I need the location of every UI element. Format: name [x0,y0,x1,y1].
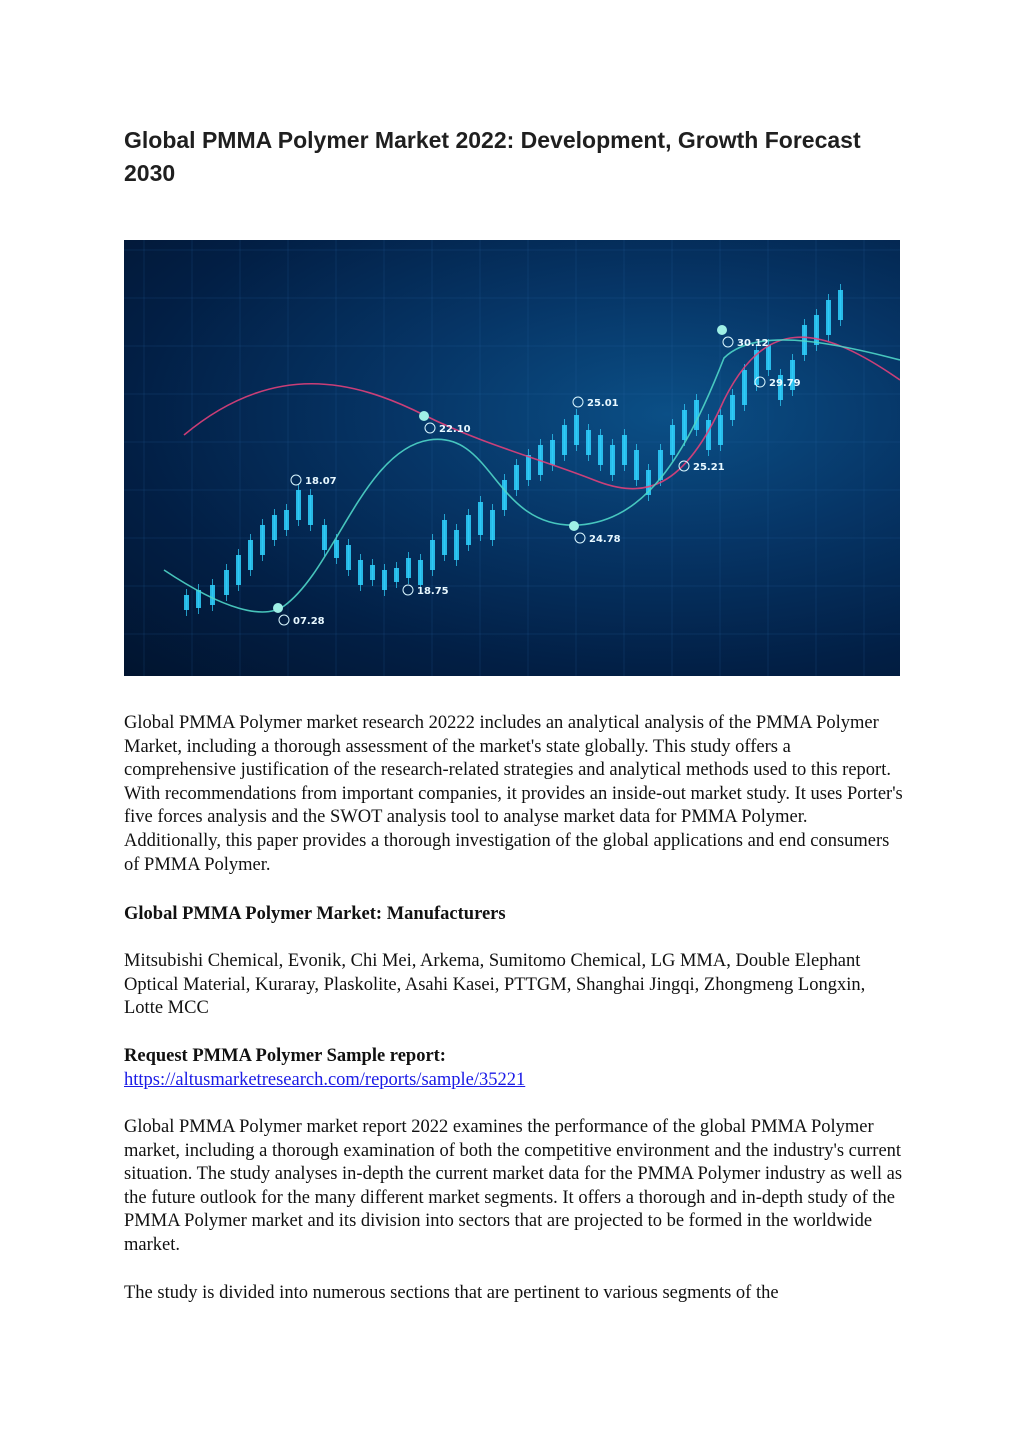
badge-arrow-icon [425,423,435,433]
hero-graphic [124,240,900,676]
badge-value: 22.10 [439,424,471,435]
curve-point [419,411,429,421]
sample-request-heading: Request PMMA Polymer Sample report: [124,1046,446,1066]
curve-point [569,521,579,531]
hero-value-badges [273,325,801,627]
sample-request-block [124,1045,904,1092]
badge-value: 25.21 [693,462,725,473]
badge-value: 25.01 [587,398,619,409]
manufacturers-list: Mitsubishi Chemical, Evonik, Chi Mei, Arkema, Sumitomo Chemical, LG MMA, Double Elephant Optical Material, Kuraray, Plaskolite, Asahi Kasei, PTTGM, Shanghai Jingqi, Zhongmeng Longxin, Lotte MCC [124,951,866,1019]
badge-value: 24.78 [589,534,621,545]
hero-grid [124,240,900,676]
report-paragraph: Global PMMA Polymer market report 2022 examines the performance of the global PMMA Polymer market, including a thorough examination of both the competitive environment and the industry's current situation. The study analyses in-depth the current market data for the PMMA Polymer industry as well as the future outlook for the many different market segments. It offers a thorough and in-depth study of the PMMA Polymer market and its division into sectors that are projected to be formed in the worldwide market. [124,1117,903,1255]
badge-arrow-icon [291,475,301,485]
intro-paragraph: Global PMMA Polymer market research 20222 includes an analytical analysis of the PMMA Polymer Market, including a thorough assessment of the market's state globally. This study offers a comprehensive justification of the research-related strategies and analytical methods used to this report. With recommendations from important companies, it provides an inside-out market study. It uses Porter's five forces analysis and the SWOT analysis tool to analyse market data for PMMA Polymer. Additionally, this paper provides a thorough investigation of the global applications and end consumers of PMMA Polymer. [124,713,903,875]
hero-candles [184,284,843,616]
curve-point [717,325,727,335]
badge-value: 30.12 [737,338,769,349]
manufacturers-heading: Global PMMA Polymer Market: Manufacturers [124,904,506,924]
curve-point [273,603,283,613]
badge-value: 07.28 [293,616,325,627]
page-title: Global PMMA Polymer Market 2022: Development, Growth Forecast 2030 [124,127,861,186]
badge-arrow-icon [679,461,689,471]
sample-report-link[interactable]: https://altusmarketresearch.com/reports/sample/35221 [124,1069,526,1090]
badge-value: 29.79 [769,378,801,389]
badge-value: 18.07 [305,476,337,487]
sections-paragraph: The study is divided into numerous sections that are pertinent to various segments of the [124,1283,779,1303]
hero-stock-chart-image [124,240,900,676]
badge-value: 18.75 [417,586,449,597]
badge-arrow-icon [573,397,583,407]
